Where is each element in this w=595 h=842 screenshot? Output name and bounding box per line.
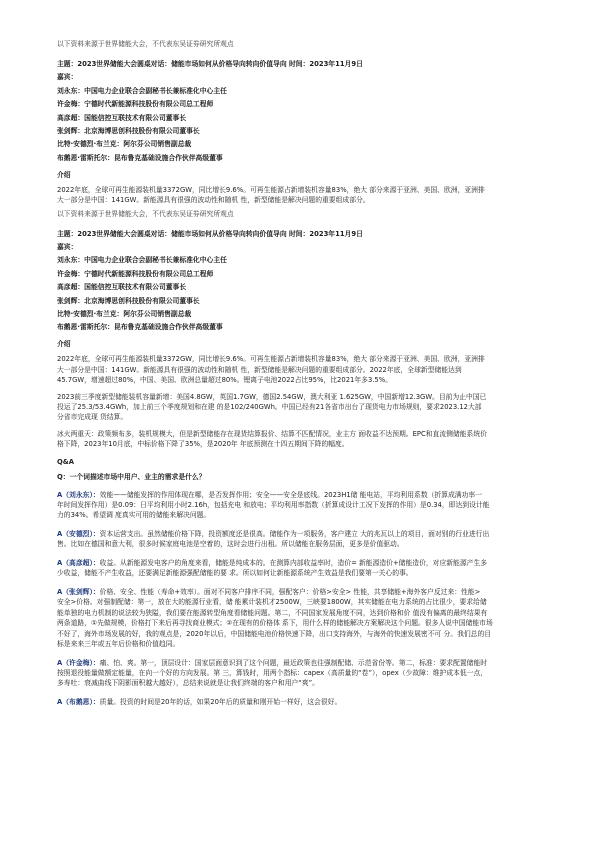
answer-block (57, 587, 549, 649)
speaker-label: A（刘永东）： (57, 490, 100, 499)
intro-paragraph (57, 185, 549, 206)
qa-heading: Q&A (57, 457, 74, 466)
guest-item: 许金梅：宁德时代新能源科技股份有限公司总工程师 (57, 100, 214, 109)
source-note-repeat: 以下资料来源于世界储能大会，不代表东吴证券研究所观点 (57, 209, 234, 218)
intro-line: 大一部分是中国：141GW。新能源具有很强的波动性和随机 性，新型储能是解决问题的重要组成部分。 (57, 196, 370, 205)
speaker-label: A（张剑辉）： (57, 587, 100, 596)
answer-line: A（安德烈）：资本运营支出。虽然储能价格下降，投资额度还是很高。储能作为一项服务，客户建立 大的兆瓦以上的项目，面对别的行业进行出 (57, 529, 490, 538)
intro-line: 45.7GW，增速超过80%，中国、美国、欧洲总量超过80%。锂离子电池2022占比95%，比2021年多3.5%。 (57, 376, 393, 385)
intro-line: 2022年底，全球可再生能源装机量3372GW，同比增长9.6%。可再生能源占新增装机容量83%，绝大 部分来源于亚洲、美国、欧洲，亚洲排 (57, 185, 485, 194)
guest-list (57, 87, 549, 163)
answer-line: A（高彦超）：收益。从新能源发电客户的角度来看，储能是纯成本的。在测算内部收益率时，造价= 新能源造价+储能造价，对应新能源产生多 (57, 558, 488, 567)
guest-item: 张剑辉：北京海博思创科技股份有限公司董事长 (57, 126, 200, 135)
guest-item: 布鹅恩·雷斯托尔：昆布鲁克基础设施合作伙伴高级董事 (57, 323, 223, 332)
answer-line: 年时间发挥作用）是0.09：日平均利用小时2.16h，包括充电 和放电；平均利用率指数（折算成设计工况下发挥的作用）是0.34，即达到设计能 (57, 500, 490, 509)
guest-item: 刘永东：中国电力企业联合会副秘书长兼标准化中心主任 (57, 256, 227, 265)
answer-line: 标是来来三年或五年后价格和价值趋同。 (57, 639, 180, 648)
answer-line: 按照退役能量做额定能量，在向一个好的方向发展。第 三，算钱时，用两个指标：capex（高质量的“卷”），opex（少故障：维护成本低一点， (57, 668, 488, 677)
guest-item: 刘永东：中国电力企业联合会副秘书长兼标准化中心主任 (57, 86, 227, 95)
intro-heading-repeat: 介绍 (57, 340, 71, 349)
answer-line: A（张剑辉）：价格、安全、性能（寿命+效率）。面对不同客户排序不同，强配客户：价格>安全> 性能，共享储能+海外客户反过来：性能> (57, 587, 481, 596)
answer-block (57, 558, 549, 579)
intro-line: 大一部分是中国：141GW。新能源具有很强的波动性和随机 性，新型储能是解决问题的重要组成部分。2022年底，全球新型储能达到 (57, 365, 462, 374)
intro-line: 2022年底，全球可再生能源装机量3372GW，同比增长9.6%。可再生能源占新增装机容量83%，绝大 部分来源于亚洲、美国、欧洲，亚洲排 (57, 355, 485, 364)
speaker-label: A（布鹅恩）： (57, 697, 100, 706)
answer-block (57, 658, 549, 689)
answer-line: A（布鹅恩）：质量。投资的时间是20年的话，如果20年后的质量和刚开始一样好，这会很好。 (57, 697, 342, 706)
answer-line: 两条道路，①先做规模，价格打下来后再寻找商业模式；②在现有的价格体 系下，用什么样的储能解决方案解决这个问题。很多人说中国储能市场 (57, 619, 493, 628)
answer-line: 安全>价格。对强制配储：第一，放在大的能源行业看，储 能累计装机才2500W，三峡要1800W，其实储能在电力系统的占比很少，要求给储 (57, 598, 487, 607)
speaker-label: A（安德烈）： (57, 529, 100, 538)
source-note: 以下资料来源于世界储能大会，不代表东吴证券研究所观点 (57, 40, 234, 48)
guest-item: 许金梅：宁德时代新能源科技股份有限公司总工程师 (57, 269, 214, 278)
installations-paragraph (57, 392, 549, 423)
guests-label-repeat: 嘉宾： (57, 242, 78, 251)
answer-line: 少收益，储能不产生收益，还要满足新能源强配储能的要 求。所以如何让新能源系统产生效益是我们要第一关心的事。 (57, 569, 413, 578)
installations-line: 投运了25.3/53.4GWh，加上前三个季度规划和在建 的是102/240GWh。中国已经有21各省市出台了现货电力市场规则，要求2023.12大部 (57, 402, 482, 411)
answer-line: 力的34%。希望调 度真实可用的储能来解决问题。 (57, 511, 211, 520)
question: Q：一个词描述市场中用户、业主的需求是什么？ (57, 472, 206, 481)
answer-line: A（刘永东）：效能——储能发挥的作用体现在哪，是否发挥作用；安全——安全是底线。2023H1储 能电站，平均利用系数（折算成满功率一 (57, 490, 482, 499)
speaker-label: A（许金梅）： (57, 658, 100, 667)
guests-label: 嘉宾： (57, 73, 78, 82)
market-paragraph (57, 429, 549, 450)
guest-item: 布鹅恩·雷斯托尔：昆布鲁克基础设施合作伙伴高级董事 (57, 153, 223, 162)
document-body (57, 40, 549, 716)
answer-block (57, 490, 549, 521)
guest-item: 高彦超：国能信控互联技术有限公司董事长 (57, 113, 187, 122)
answer-block (57, 529, 549, 550)
installations-line: 2023前三季度新型储能装机容量新增：美国4.8GW，英国1.7GW，德国2.54GW，澳大利亚 1.625GW，中国新增12.3GW。目前为止中国已 (57, 392, 487, 401)
topic-line: 主题：2023世界储能大会圆桌对话：储能市场如何从价格导向转向价值导向 时间：2023年11月9日 (57, 60, 363, 68)
answer-line: 多寿吐：衰减曲线下阴影面积越大越好），总结来说就是让我们终端的客户和用户“爽”。 (57, 679, 319, 688)
answer-line: 能单独的电力机制的说法较为狭隘，我们要在能源转型角度看储能问题。第二，不同国家发展角度不同，达到价格和价 值没有偏离的最终结果有 (57, 608, 488, 617)
guest-item: 张剑辉：北京海博思创科技股份有限公司董事长 (57, 296, 200, 305)
intro-paragraph-full (57, 354, 549, 385)
market-line: 冰火两重天：政策频布多，装机规模大，但是新型储能存在现货结算报价、结算不匹配情况，业主方 面收益不达预期。EPC和直流侧储能系统价 (57, 429, 487, 438)
guest-item: 比特·安德烈·布兰克：阿尔芬公司销售副总裁 (57, 140, 192, 149)
answer-line: 售。比如在德国和意大利，很多时候家庭电池是空着的，这时会进行出租。所以储能在服务层面，更多是价值驱动。 (57, 540, 404, 549)
guest-item: 比特·安德烈·布兰克：阿尔芬公司销售副总裁 (57, 309, 192, 318)
answer-line: 不好了，海外市场发展的好，我的观点是，2020年以后，中国储能电池价格快速下降，出口支持海外，与海外的快速发展密不可 分。我们总的目 (57, 629, 492, 638)
market-line: 格下降，2023年10月底，中标价格下降了35%，是2020年 年底预测在十四五期间下降的幅度。 (57, 440, 349, 449)
answer-line: A（许金梅）：痛、怕、爽。第一，顶层设计：国家层面意识到了这个问题，最近政策也往强制配储、示范省份等。第二，标准：要求配置储能时 (57, 658, 488, 667)
guest-list-repeat (57, 256, 549, 332)
installations-line: 分省市完成现 货结算。 (57, 413, 128, 422)
speaker-label: A（高彦超）： (57, 558, 100, 567)
guest-item: 高彦超：国能信控互联技术有限公司董事长 (57, 283, 187, 292)
topic-line-repeat: 主题：2023世界储能大会圆桌对话：储能市场如何从价格导向转向价值导向 时间：2023年11月9日 (57, 229, 363, 238)
answer-block (57, 697, 549, 707)
intro-heading: 介绍 (57, 170, 71, 179)
